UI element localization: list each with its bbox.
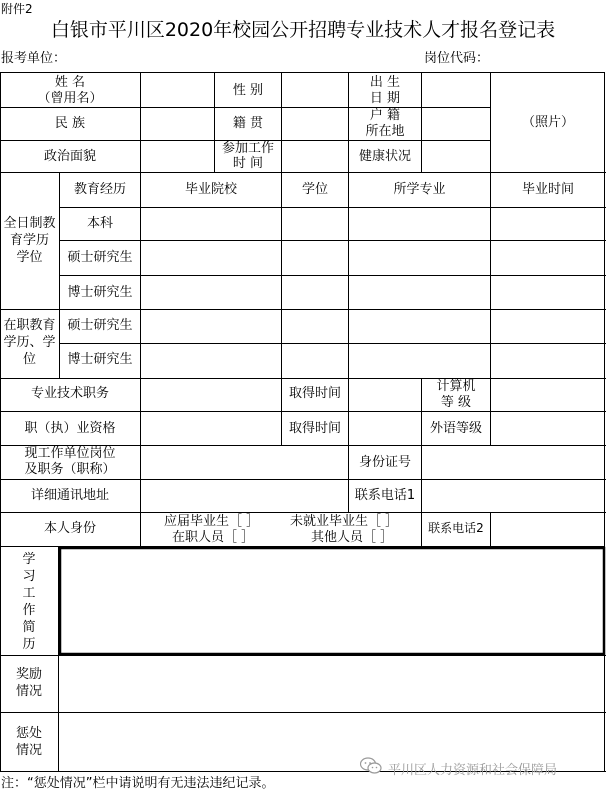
col-major: 所学专业: [393, 182, 446, 197]
political-label: 政治面貌: [43, 149, 96, 164]
parttime-row-doctor: 博士研究生: [67, 352, 133, 367]
fulltime-edu-label: 全日制教: [3, 216, 56, 231]
id-number-label: 身份证号: [358, 455, 411, 470]
obtain-time-label: 取得时间: [288, 386, 341, 401]
work-start-label: 参加工作: [221, 141, 274, 156]
edu-row-master: 硕士研究生: [67, 250, 133, 265]
language-label: 外语等级: [429, 421, 482, 436]
resume-char-1: 学: [22, 552, 36, 567]
health-label: 健康状况: [358, 149, 411, 164]
resume-char-4: 作: [22, 603, 36, 618]
parttime-edu-label-3: 位: [22, 352, 36, 367]
parttime-edu-label-2: 学历、学: [3, 335, 56, 350]
hukou-label: 户 籍: [369, 108, 401, 123]
resume-char-5: 简: [22, 620, 36, 635]
edu-row-bachelor: 本科: [86, 216, 113, 231]
watermark: 平川区人力资源和社会保障局: [388, 763, 558, 778]
page-title: 白银市平川区2020年校园公开招聘专业技术人才报名登记表: [50, 19, 556, 41]
computer-level-label-2: 等 级: [440, 395, 472, 410]
parttime-edu-label: 在职教育: [3, 318, 56, 333]
address-label: 详细通讯地址: [30, 488, 109, 503]
current-job-label: 现工作单位岗位: [24, 446, 116, 461]
penalties-label: 惩处: [15, 726, 42, 741]
rewards-label: 奖励: [15, 667, 42, 682]
footnote: 注：“惩处情况”栏中请说明有无违法违纪记录。: [1, 776, 275, 791]
option-graduate[interactable]: 应届毕业生［ ］: [164, 514, 260, 529]
computer-level-label: 计算机: [436, 379, 476, 394]
obtain-time-label-2: 取得时间: [288, 421, 341, 436]
fulltime-edu-label-3: 学位: [16, 250, 43, 265]
birth-label: 出 生: [369, 75, 401, 90]
resume-char-2: 习: [22, 569, 36, 584]
rewards-input[interactable]: [60, 657, 603, 711]
name-label: 姓 名: [54, 75, 86, 90]
cert-label: 职（执）业资格: [24, 421, 116, 436]
identity-label: 本人身份: [43, 521, 96, 536]
phone2-label: 联系电话2: [428, 521, 484, 535]
ethnicity-label: 民 族: [54, 116, 86, 131]
resume-input[interactable]: [62, 550, 602, 652]
option-unemployed[interactable]: 未就业毕业生［ ］: [290, 514, 399, 529]
post-code-label: 岗位代码：: [424, 51, 490, 66]
col-school: 毕业院校: [184, 182, 237, 197]
unit-label: 报考单位：: [1, 51, 67, 66]
col-degree: 学位: [301, 182, 328, 197]
edu-row-doctor: 博士研究生: [67, 285, 133, 300]
native-place-label: 籍 贯: [232, 116, 264, 131]
title-label: 专业技术职务: [30, 386, 109, 401]
option-other[interactable]: 其他人员［ ］: [311, 530, 394, 545]
penalties-label-2: 情况: [15, 743, 42, 758]
col-experience: 教育经历: [73, 182, 126, 197]
birth-label-2: 日 期: [369, 91, 401, 106]
attachment-label: 附件2: [1, 2, 33, 16]
wechat-icon: [360, 757, 382, 775]
parttime-row-master: 硕士研究生: [67, 318, 133, 333]
work-start-label-2: 时 间: [232, 156, 264, 171]
col-grad-time: 毕业时间: [521, 182, 574, 197]
rewards-label-2: 情况: [15, 684, 42, 699]
resume-char-3: 工: [22, 586, 36, 601]
gender-label: 性 别: [232, 83, 264, 98]
photo-label: （照片）: [521, 115, 574, 130]
hukou-label-2: 所在地: [365, 124, 405, 139]
phone1-label: 联系电话1: [354, 488, 416, 503]
former-name-label: （曾用名）: [37, 91, 103, 106]
fulltime-edu-label-2: 育学历: [9, 233, 49, 248]
option-employed[interactable]: 在职人员［ ］: [172, 530, 255, 545]
current-job-label-2: 及职务（职称）: [24, 462, 116, 477]
resume-char-6: 历: [22, 637, 36, 652]
